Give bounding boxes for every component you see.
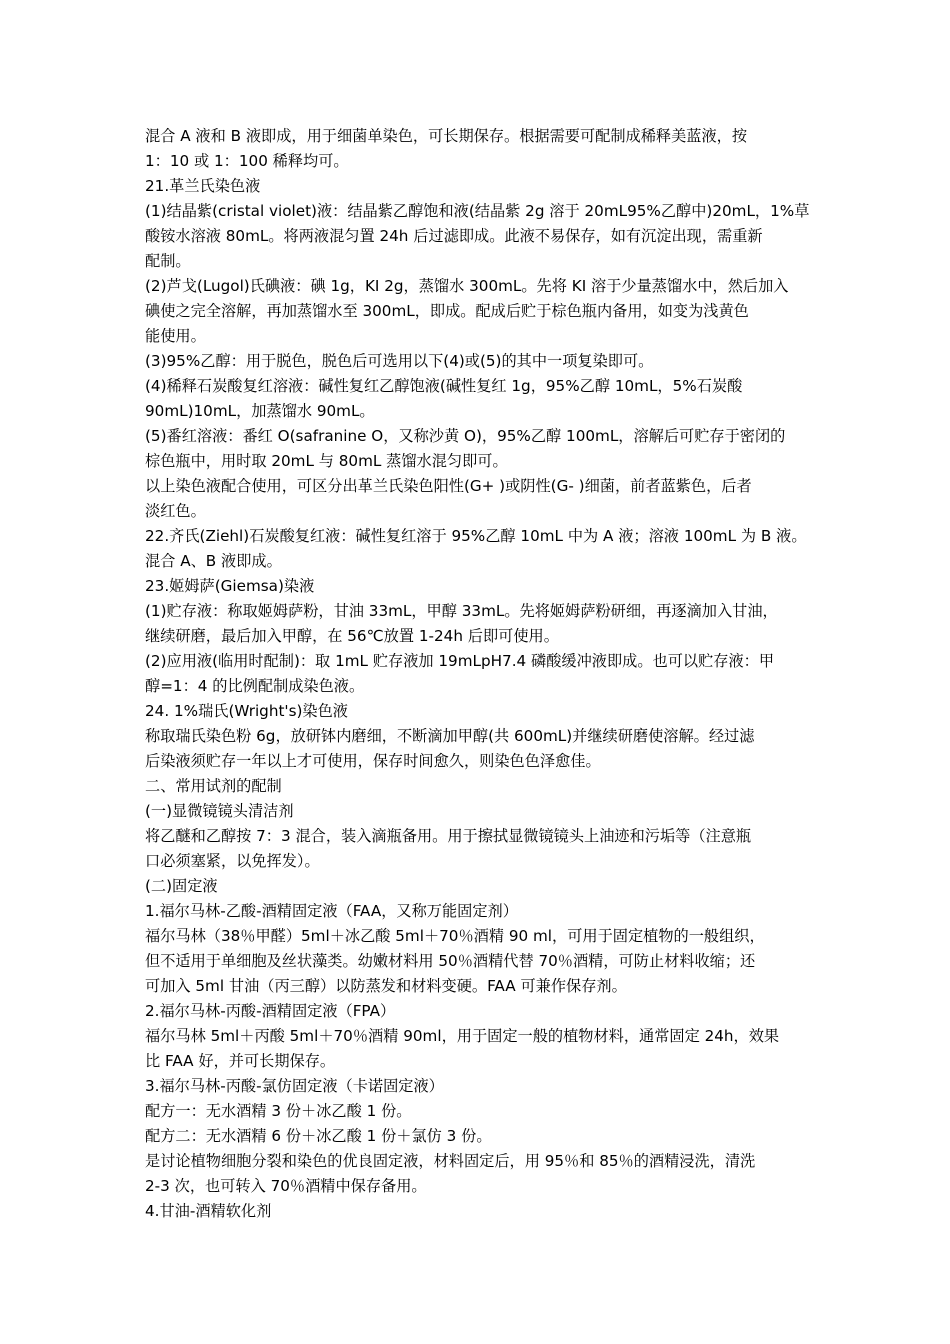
text-line: 二、常用试剂的配制 [145, 777, 282, 795]
text-line: 混合 A、B 液即成。 [145, 552, 282, 570]
text-line: 混合 A 液和 B 液即成，用于细菌单染色，可长期保存。根据需要可配制成稀释美蓝液，按 [145, 127, 748, 145]
text-line: 福尔马林 5ml＋丙酸 5ml＋70％酒精 90ml，用于固定一般的植物材料，通常固定 24h，效果 [145, 1027, 780, 1045]
document-body [145, 124, 817, 1224]
text-line: (1)结晶紫(cristal violet)液：结晶紫乙醇饱和液(结晶紫 2g 溶于 20mL95%乙醇中)20mL，1%草 [145, 202, 810, 220]
text-line: 90mL)10mL，加蒸馏水 90mL。 [145, 402, 375, 420]
text-line: (3)95%乙醇：用于脱色，脱色后可选用以下(4)或(5)的其中一项复染即可。 [145, 352, 654, 370]
text-line: 配制。 [145, 252, 191, 270]
text-line: 24. 1%瑞氏(Wright's)染色液 [145, 702, 348, 720]
text-line: 2-3 次，也可转入 70％酒精中保存备用。 [145, 1177, 427, 1195]
text-line: 1.福尔马林-乙酸-酒精固定液（FAA，又称万能固定剂） [145, 902, 518, 920]
text-line: (5)番红溶液：番红 O(safranine O，又称沙黄 O)，95%乙醇 100mL，溶解后可贮存于密闭的 [145, 427, 786, 445]
text-line: 22.齐氏(Ziehl)石炭酸复红液：碱性复红溶于 95%乙醇 10mL 中为 A 液；溶液 100mL 为 B 液。 [145, 527, 807, 545]
text-line: 3.福尔马林-丙酸-氯仿固定液（卡诺固定液） [145, 1077, 444, 1095]
text-line: 1：10 或 1：100 稀释均可。 [145, 152, 349, 170]
text-line: 4.甘油-酒精软化剂 [145, 1202, 272, 1220]
text-line: (1)贮存液：称取姬姆萨粉，甘油 33mL，甲醇 33mL。先将姬姆萨粉研细，再逐滴加入甘油， [145, 602, 778, 620]
text-line: 可加入 5ml 甘油（丙三醇）以防蒸发和材料变硬。FAA 可兼作保存剂。 [145, 977, 627, 995]
text-line: 是讨论植物细胞分裂和染色的优良固定液，材料固定后，用 95％和 85％的酒精浸洗，清洗 [145, 1152, 756, 1170]
text-line: 继续研磨，最后加入甲醇，在 56℃放置 1-24h 后即可使用。 [145, 627, 559, 645]
text-line: 2.福尔马林-丙酸-酒精固定液（FPA） [145, 1002, 396, 1020]
text-line: 后染液须贮存一年以上才可使用，保存时间愈久，则染色色泽愈佳。 [145, 752, 601, 770]
text-line: (2)应用液(临用时配制)：取 1mL 贮存液加 19mLpH7.4 磷酸缓冲液即成。也可以贮存液：甲 [145, 652, 775, 670]
text-line: (4)稀释石炭酸复红溶液：碱性复红乙醇饱液(碱性复红 1g，95%乙醇 10mL，5%石炭酸 [145, 377, 743, 395]
text-line: 称取瑞氏染色粉 6g，放研钵内磨细，不断滴加甲醇(共 600mL)并继续研磨使溶解。经过滤 [145, 727, 755, 745]
text-line: 淡红色。 [145, 502, 206, 520]
text-line: 福尔马林（38％甲醛）5ml＋冰乙酸 5ml＋70％酒精 90 ml，可用于固定植物的一般组织， [145, 927, 765, 945]
text-line: 配方二：无水酒精 6 份＋冰乙酸 1 份＋氯仿 3 份。 [145, 1127, 492, 1145]
text-line: 比 FAA 好，并可长期保存。 [145, 1052, 336, 1070]
text-line: (二)固定液 [145, 877, 218, 895]
text-line: 酸铵水溶液 80mL。将两液混匀置 24h 后过滤即成。此液不易保存，如有沉淀出现，需重新 [145, 227, 763, 245]
text-line: 21.革兰氏染色液 [145, 177, 261, 195]
text-line: 以上染色液配合使用，可区分出革兰氏染色阳性(G+ )或阴性(G- )细菌，前者蓝紫色，后者 [145, 477, 752, 495]
text-line: 配方一：无水酒精 3 份＋冰乙酸 1 份。 [145, 1102, 412, 1120]
text-line: (2)芦戈(Lugol)氏碘液：碘 1g，KI 2g，蒸馏水 300mL。先将 KI 溶于少量蒸馏水中，然后加入 [145, 277, 789, 295]
text-line: 碘使之完全溶解，再加蒸馏水至 300mL，即成。配成后贮于棕色瓶内备用，如变为浅黄色 [145, 302, 749, 320]
text-line: 将乙醚和乙醇按 7：3 混合，装入滴瓶备用。用于擦拭显微镜镜头上油迹和污垢等（注意瓶 [145, 827, 752, 845]
text-line: 23.姬姆萨(Giemsa)染液 [145, 577, 315, 595]
text-line: 口必须塞紧，以免挥发）。 [145, 852, 320, 870]
text-line: (一)显微镜镜头清洁剂 [145, 802, 294, 820]
text-line: 棕色瓶中，用时取 20mL 与 80mL 蒸馏水混匀即可。 [145, 452, 508, 470]
text-line: 醇=1：4 的比例配制成染色液。 [145, 677, 365, 695]
text-line: 但不适用于单细胞及丝状藻类。幼嫩材料用 50％酒精代替 70％酒精，可防止材料收缩；还 [145, 952, 756, 970]
text-line: 能使用。 [145, 327, 206, 345]
